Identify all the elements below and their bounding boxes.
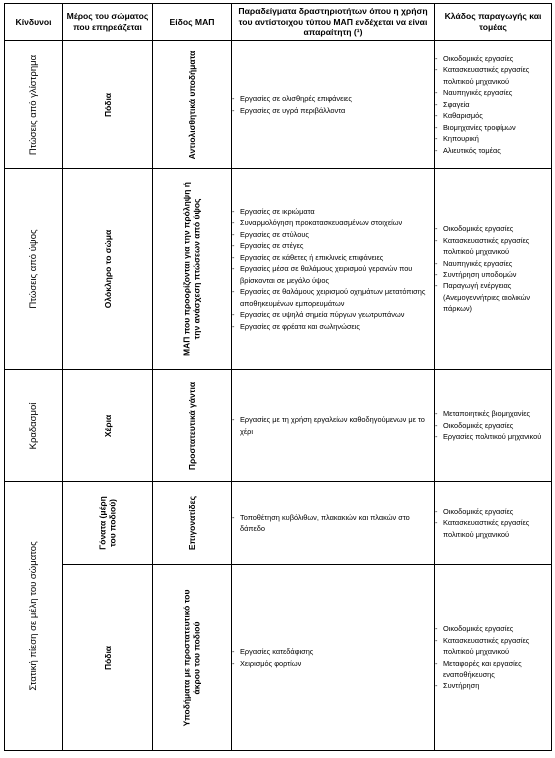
ppe-table xyxy=(4,3,552,751)
table-row xyxy=(5,370,552,482)
header-body-part: Μέρος του σώματος που επηρεάζεται xyxy=(63,4,153,41)
list-item: - Τοποθέτηση κυβόλιθων, πλακακιών και πλακών στο δάπεδο xyxy=(232,512,434,535)
list-item: - Συντήρηση xyxy=(435,680,551,691)
list-item: - Εργασίες με τη χρήση εργαλείων καθοδηγούμενων με το χέρι xyxy=(232,414,434,437)
sectors-cell xyxy=(435,565,552,751)
list-item: - Οικοδομικές εργασίες xyxy=(435,53,551,64)
hazard-cell xyxy=(5,370,63,482)
list-item: - Χειρισμός φορτίων xyxy=(232,658,434,669)
hazard-label: Στατική πίεση σε μέλη του σώματος xyxy=(27,541,39,691)
body-part-label: Χέρια xyxy=(102,414,113,437)
list-item: - Εργασίες σε ικριώματα xyxy=(232,206,434,217)
list-item: - Παραγωγή ενέργειας (Ανεμογεννήτριες αιολικών πάρκων) xyxy=(435,280,551,314)
sectors-cell xyxy=(435,370,552,482)
list-item: - Κηπουρική xyxy=(435,133,551,144)
hazard-cell xyxy=(5,169,63,370)
table-row xyxy=(5,482,552,565)
header-row xyxy=(5,4,552,41)
body-part-cell xyxy=(63,41,153,169)
list-item: - Μεταποιητικές βιομηχανίες xyxy=(435,408,551,419)
ppe-cell xyxy=(153,370,232,482)
list-item: - Κατασκευαστικές εργασίες πολιτικού μηχανικού xyxy=(435,517,551,540)
body-part-cell xyxy=(63,370,153,482)
ppe-cell xyxy=(153,169,232,370)
list-item: - Κατασκευαστικές εργασίες πολιτικού μηχανικού xyxy=(435,635,551,658)
list-item: - Ναυπηγικές εργασίες xyxy=(435,258,551,269)
list-item: - Ναυπηγικές εργασίες xyxy=(435,87,551,98)
ppe-label: Αντιολισθητικά υποδήματα xyxy=(186,50,197,159)
header-hazard: Κίνδυνοι xyxy=(5,4,63,41)
list-item: - Καθαρισμός xyxy=(435,110,551,121)
list-item: - Οικοδομικές εργασίες xyxy=(435,223,551,234)
list-item: - Εργασίες σε υψηλά σημεία πύργων γεωτρυπάνων xyxy=(232,309,434,320)
ppe-label: Επιγονατίδες xyxy=(186,495,197,551)
body-part-label: Πόδια xyxy=(102,645,113,670)
ppe-label: Προστατευτικά γάντια xyxy=(186,381,197,470)
activities-cell xyxy=(232,565,435,751)
body-part-label: Γόνατα (μέρη του ποδιού) xyxy=(97,496,118,550)
header-ppe-type: Είδος ΜΑΠ xyxy=(153,4,232,41)
list-item: - Συναρμολόγηση προκατασκευασμένων στοιχείων xyxy=(232,217,434,228)
list-item: - Εργασίες σε υγρά περιβάλλοντα xyxy=(232,105,434,116)
list-item: - Εργασίες σε ολισθηρές επιφάνειες xyxy=(232,93,434,104)
sectors-cell xyxy=(435,169,552,370)
ppe-label: ΜΑΠ που προορίζονται για την πρόληψη ή την ανάσχεση πτώσεων από ύψος xyxy=(181,182,202,356)
ppe-label: Υποδήματα με προστατευτικό του άκρου του ποδιού xyxy=(181,589,202,726)
list-item: - Εργασίες σε θαλάμους χειρισμού οχημάτων μετατόπισης αποθηκευμένων εμπορευμάτων xyxy=(232,286,434,309)
list-item: - Σφαγεία xyxy=(435,99,551,110)
hazard-label: Πτώσεις από γλίστρημα xyxy=(27,54,39,155)
list-item: - Οικοδομικές εργασίες xyxy=(435,623,551,634)
activities-cell xyxy=(232,41,435,169)
list-item: - Εργασίες σε στύλους xyxy=(232,229,434,240)
list-item: - Εργασίες μέσα σε θαλάμους χειρισμού γερανών που βρίσκονται σε μεγάλο ύψος xyxy=(232,263,434,286)
table-row xyxy=(5,41,552,169)
list-item: - Εργασίες σε φρέατα και σωληνώσεις xyxy=(232,321,434,332)
body-part-label: Πόδια xyxy=(102,92,113,117)
list-item: - Εργασίες σε στέγες xyxy=(232,240,434,251)
list-item: - Αλιευτικός τομέας xyxy=(435,145,551,156)
hazard-label: Κραδασμοί xyxy=(27,402,39,449)
list-item: - Εργασίες κατεδάφισης xyxy=(232,646,434,657)
list-item: - Κατασκευαστικές εργασίες πολιτικού μηχανικού xyxy=(435,235,551,258)
ppe-cell xyxy=(153,565,232,751)
hazard-cell xyxy=(5,482,63,751)
activities-cell xyxy=(232,482,435,565)
list-item: - Εργασίες σε κάθετες ή επικλινείς επιφάνειες xyxy=(232,252,434,263)
table-row xyxy=(5,565,552,751)
list-item: - Μεταφορές και εργασίες εναποθήκευσης xyxy=(435,658,551,681)
list-item: - Εργασίες πολιτικού μηχανικού xyxy=(435,431,551,442)
list-item: - Οικοδομικές εργασίες xyxy=(435,420,551,431)
activities-cell xyxy=(232,169,435,370)
sectors-cell xyxy=(435,482,552,565)
body-part-cell xyxy=(63,482,153,565)
body-part-cell xyxy=(63,169,153,370)
sectors-cell xyxy=(435,41,552,169)
list-item: - Συντήρηση υποδομών xyxy=(435,269,551,280)
hazard-label: Πτώσεις από ύψος xyxy=(27,229,39,309)
header-examples: Παραδείγματα δραστηριοτήτων όπου η χρήση του αντίστοιχου τύπου ΜΑΠ ενδέχεται να είναι απαραίτητη (¹) xyxy=(232,4,435,41)
ppe-cell xyxy=(153,41,232,169)
activities-cell xyxy=(232,370,435,482)
ppe-cell xyxy=(153,482,232,565)
body-part-label: Ολόκληρο το σώμα xyxy=(102,229,113,309)
table-row xyxy=(5,169,552,370)
header-sectors: Κλάδος παραγωγής και τομέας xyxy=(435,4,552,41)
list-item: - Βιομηχανίες τροφίμων xyxy=(435,122,551,133)
list-item: - Κατασκευαστικές εργασίες πολιτικού μηχανικού xyxy=(435,64,551,87)
body-part-cell xyxy=(63,565,153,751)
hazard-cell xyxy=(5,41,63,169)
list-item: - Οικοδομικές εργασίες xyxy=(435,506,551,517)
